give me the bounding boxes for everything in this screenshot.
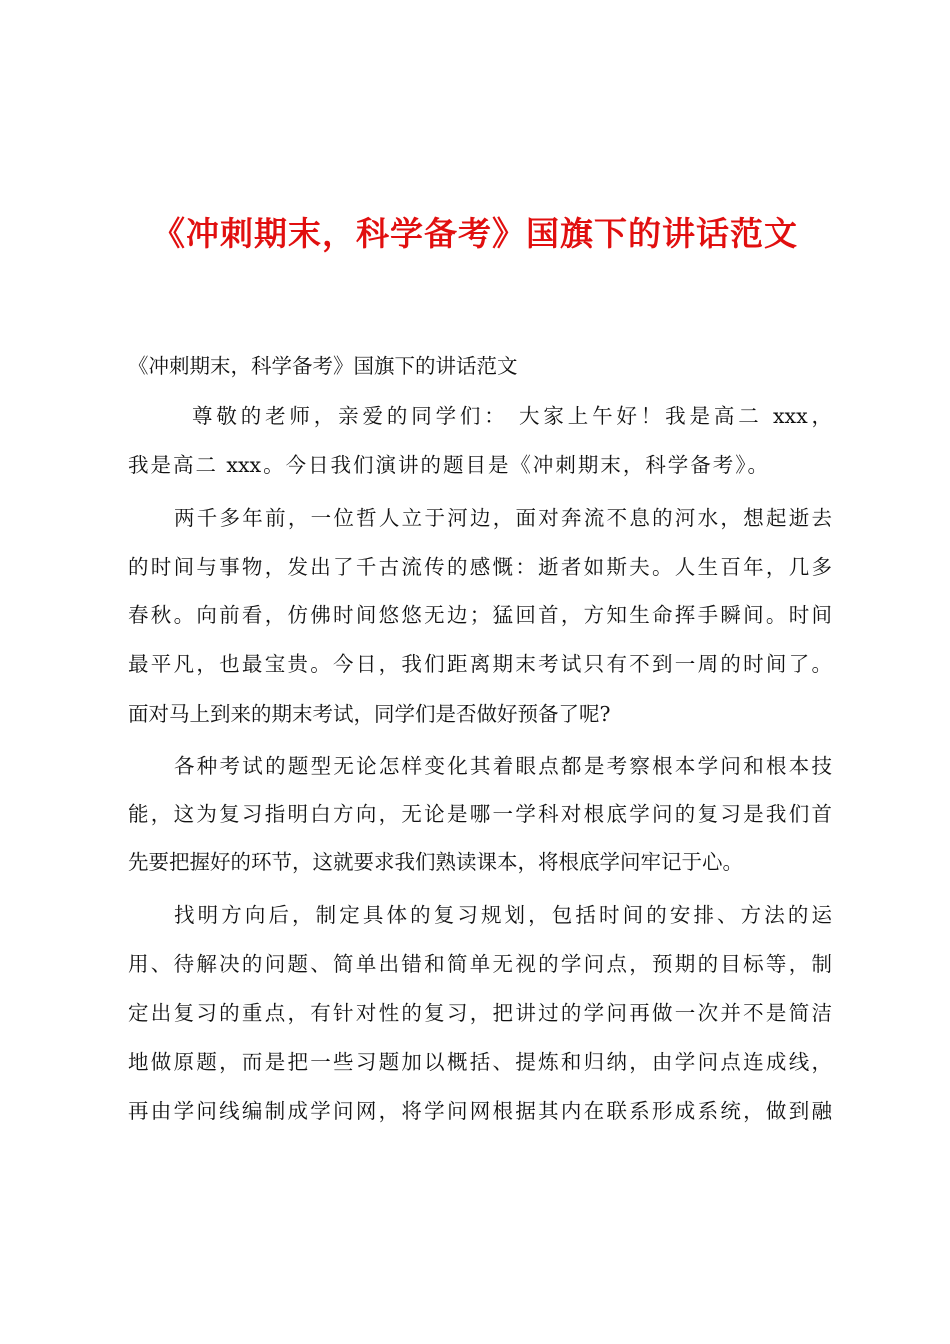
body-line: 定出复习的重点，有针对性的复习，把讲过的学问再做一次并不是简洁 <box>128 1001 832 1025</box>
body-line: 地做原题，而是把一些习题加以概括、提炼和归纳，由学问点连成线， <box>128 1050 832 1074</box>
body-line: 用、待解决的问题、简单出错和简单无视的学问点，预期的目标等，制 <box>128 952 832 976</box>
body-line: 再由学问线编制成学问网，将学问网根据其内在联系形成系统，做到融 <box>128 1099 832 1123</box>
body-line: 春秋。向前看，仿佛时间悠悠无边；猛回首，方知生命挥手瞬间。时间 <box>128 603 832 627</box>
body-line: 尊敬的老师，亲爱的同学们： 大家上午好！我是高二 xxx， <box>192 404 832 428</box>
body-line: 先要把握好的环节，这就要求我们熟读课本，将根底学问牢记于心。 <box>128 850 743 874</box>
body-line: 的时间与事物，发出了千古流传的感慨：逝者如斯夫。人生百年，几多 <box>128 555 832 579</box>
body-line: 两千多年前，一位哲人立于河边，面对奔流不息的河水，想起逝去 <box>174 506 832 530</box>
body-line: 能，这为复习指明白方向，无论是哪一学科对根底学问的复习是我们首 <box>128 802 832 826</box>
document-title: 《冲刺期末，科学备考》国旗下的讲话范文 <box>152 214 798 253</box>
body-line: 找明方向后，制定具体的复习规划，包括时间的安排、方法的运 <box>174 903 832 927</box>
body-line: 面对马上到来的期末考试，同学们是否做好预备了呢? <box>128 702 611 726</box>
body-line: 各种考试的题型无论怎样变化其着眼点都是考察根本学问和根本技 <box>174 754 832 778</box>
body-line: 最平凡，也最宝贵。今日，我们距离期末考试只有不到一周的时间了。 <box>128 652 832 676</box>
body-line: 我是高二 xxx。今日我们演讲的题目是《冲刺期末，科学备考》。 <box>128 453 768 477</box>
subtitle-line: 《冲刺期末，科学备考》国旗下的讲话范文 <box>128 354 518 378</box>
